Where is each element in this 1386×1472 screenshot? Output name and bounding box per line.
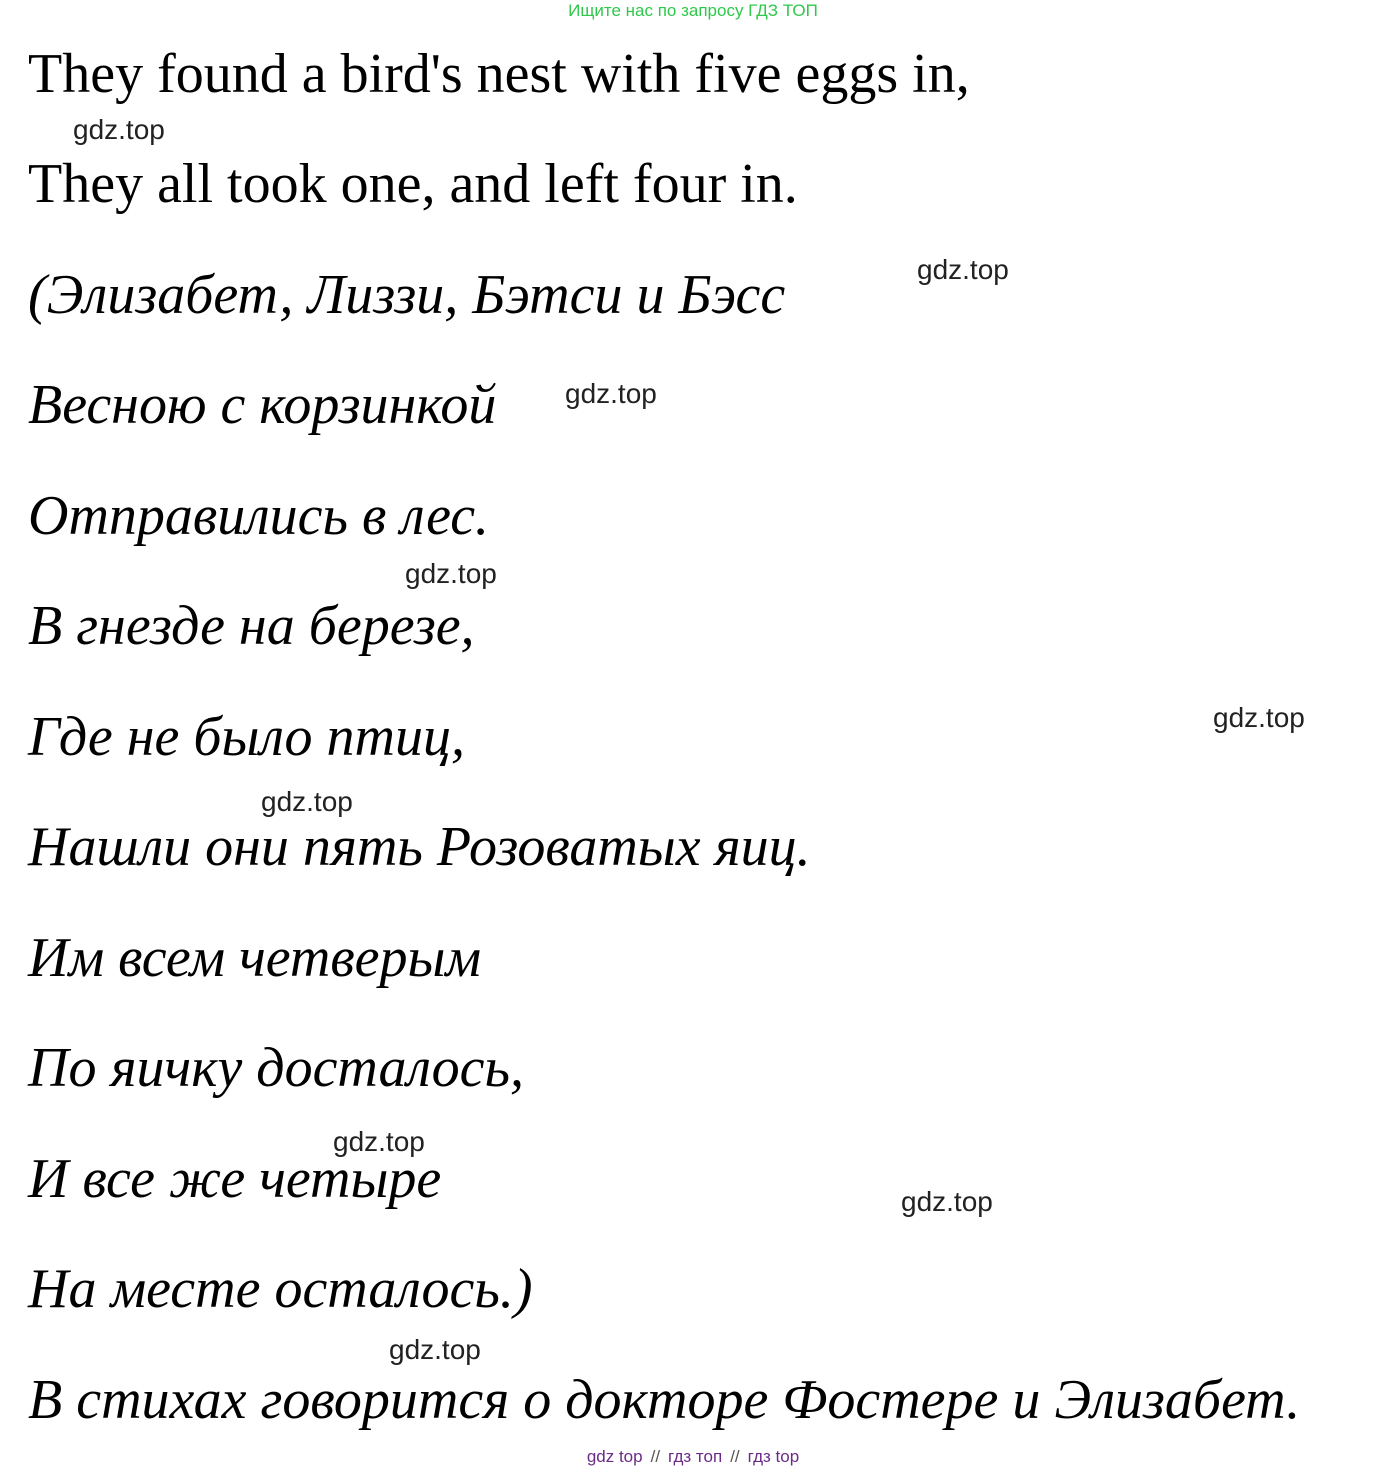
watermark: gdz.top	[73, 114, 165, 145]
footer	[0, 1446, 1386, 1468]
poem-line-russian-5: Где не было птиц,	[28, 706, 465, 768]
poem-line-russian-10: На месте осталось.)	[28, 1258, 533, 1320]
watermark: gdz.top	[405, 558, 497, 589]
header-note: Ищите нас по запросу ГДЗ ТОП	[568, 1, 818, 20]
poem-line-english-1: They found a bird's nest with five eggs in,	[28, 43, 970, 105]
footer-separator: //	[650, 1447, 661, 1466]
poem-line-russian-6: Нашли они пять Розоватых яиц.	[28, 816, 811, 878]
poem-line-russian-8: По яичку досталось,	[28, 1037, 524, 1099]
watermark: gdz.top	[917, 254, 1009, 285]
footer-separator: //	[730, 1447, 740, 1466]
poem-line-russian-7: Им всем четверым	[28, 927, 482, 989]
watermark: gdz.top	[389, 1334, 481, 1365]
poem-line-russian-1: (Элизабет, Лиззи, Бэтси и Бэсс	[28, 264, 786, 326]
watermark: gdz.top	[565, 378, 657, 409]
watermark: gdz.top	[333, 1126, 425, 1157]
conclusion-line: В стихах говорится о докторе Фостере и Элизабет.	[28, 1369, 1301, 1431]
poem-line-english-2: They all took one, and left four in.	[28, 153, 798, 215]
poem-line-russian-9: И все же четыре	[28, 1148, 442, 1210]
footer-link-3[interactable]: гдз top	[747, 1447, 800, 1466]
watermark: gdz.top	[1213, 702, 1305, 733]
footer-link-1[interactable]: gdz top	[586, 1447, 643, 1466]
poem-line-russian-2: Весною с корзинкой	[28, 374, 497, 436]
footer-link-2[interactable]: гдз топ	[668, 1447, 723, 1466]
poem-line-russian-4: В гнезде на березе,	[28, 595, 475, 657]
watermark: gdz.top	[261, 786, 353, 817]
watermark: gdz.top	[901, 1186, 993, 1217]
poem-line-russian-3: Отправились в лес.	[28, 485, 490, 547]
